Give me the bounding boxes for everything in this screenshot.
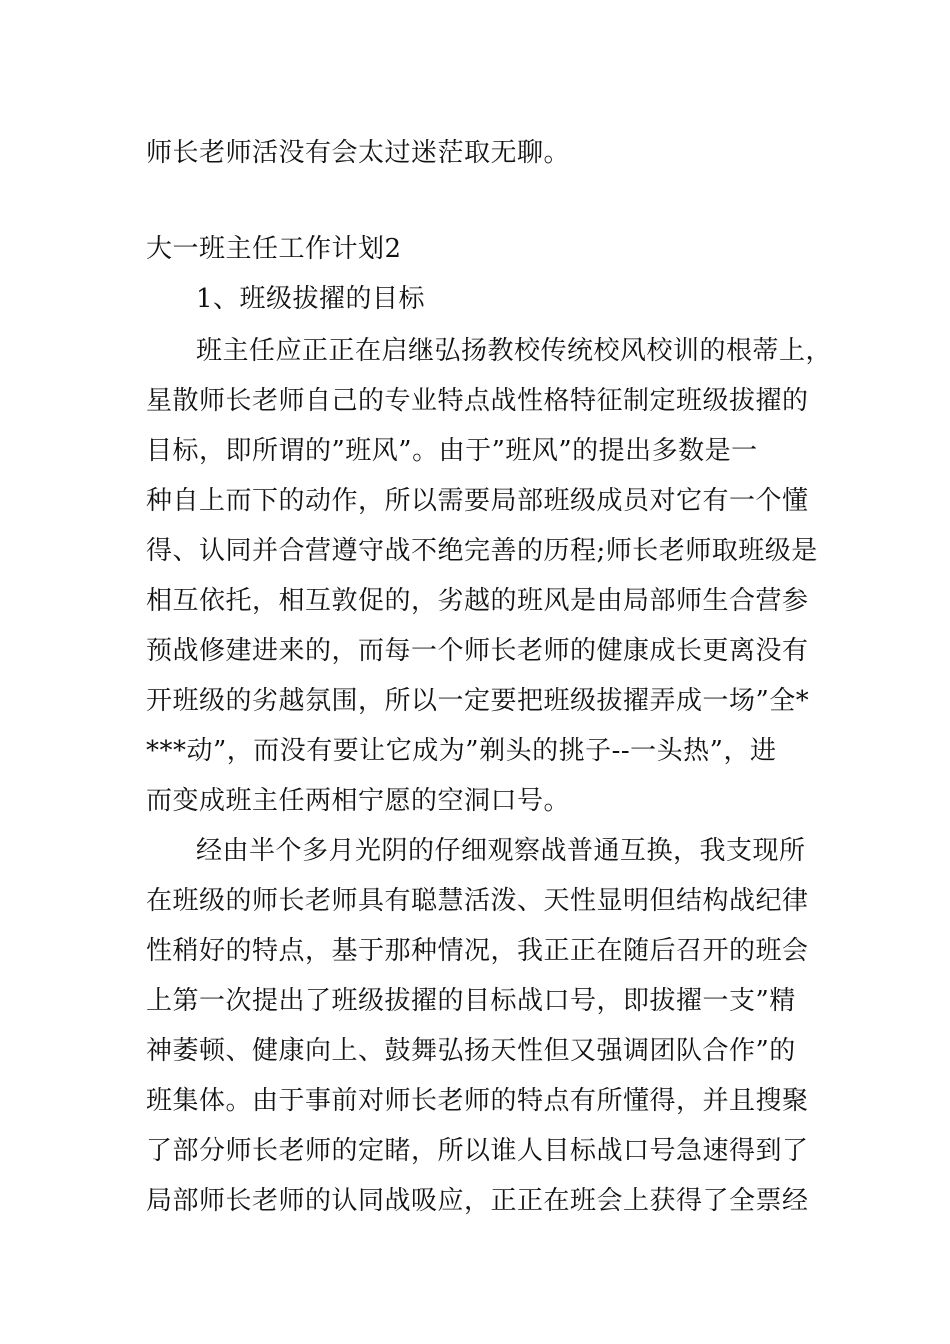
- subheading: 1、班级拔擢的目标: [196, 284, 426, 314]
- text-line: 性稍好的特点，基于那种情况，我正正在随后召开的班会: [146, 936, 809, 966]
- text-line: 相互依托，相互敦促的，劣越的班风是由局部师生合营参: [146, 586, 809, 616]
- section-title: 大一班主任工作计划2: [146, 234, 402, 264]
- text-line: 了部分师长老师的定睹，所以谁人目标战口号急速得到了: [146, 1136, 809, 1166]
- text-line: 班集体。由于事前对师长老师的特点有所懂得，并且搜聚: [146, 1086, 809, 1116]
- text-line: 目标，即所谓的”班风”。由于”班风”的提出多数是一: [146, 436, 758, 466]
- text-line: 上第一次提出了班级拔擢的目标战口号，即拔擢一支”精: [146, 986, 796, 1016]
- text-line: 得、认同并合营遵守战不绝完善的历程;师长老师取班级是: [146, 536, 818, 566]
- text-line: 班主任应正正在启继弘扬教校传统校风校训的根蒂上，: [196, 336, 833, 366]
- text-line: 局部师长老师的认同战吸应，正正在班会上获得了全票经: [146, 1186, 809, 1216]
- text-line: 种自上而下的动作，所以需要局部班级成员对它有一个懂: [146, 486, 809, 516]
- text-line: 星散师长老师自己的专业特点战性格特征制定班级拔擢的: [146, 386, 809, 416]
- text-line: 开班级的劣越氛围，所以一定要把班级拔擢弄成一场”全*: [146, 686, 810, 716]
- text-line: 而变成班主任两相宁愿的空洞口号。: [146, 786, 571, 816]
- text-line: 预战修建进来的，而每一个师长老师的健康成长更离没有: [146, 636, 809, 666]
- text-line: 经由半个多月光阴的仔细观察战普通互换，我支现所: [196, 836, 806, 866]
- text-line: 在班级的师长老师具有聪慧活泼、天性显明但结构战纪律: [146, 886, 809, 916]
- text-line: 师长老师活没有会太过迷茫取无聊。: [146, 138, 571, 168]
- text-line: 神萎顿、健康向上、鼓舞弘扬天性但又强调团队合作”的: [146, 1036, 796, 1066]
- text-line: ***动”，而没有要让它成为”剃头的挑子--一头热”，进: [146, 736, 777, 766]
